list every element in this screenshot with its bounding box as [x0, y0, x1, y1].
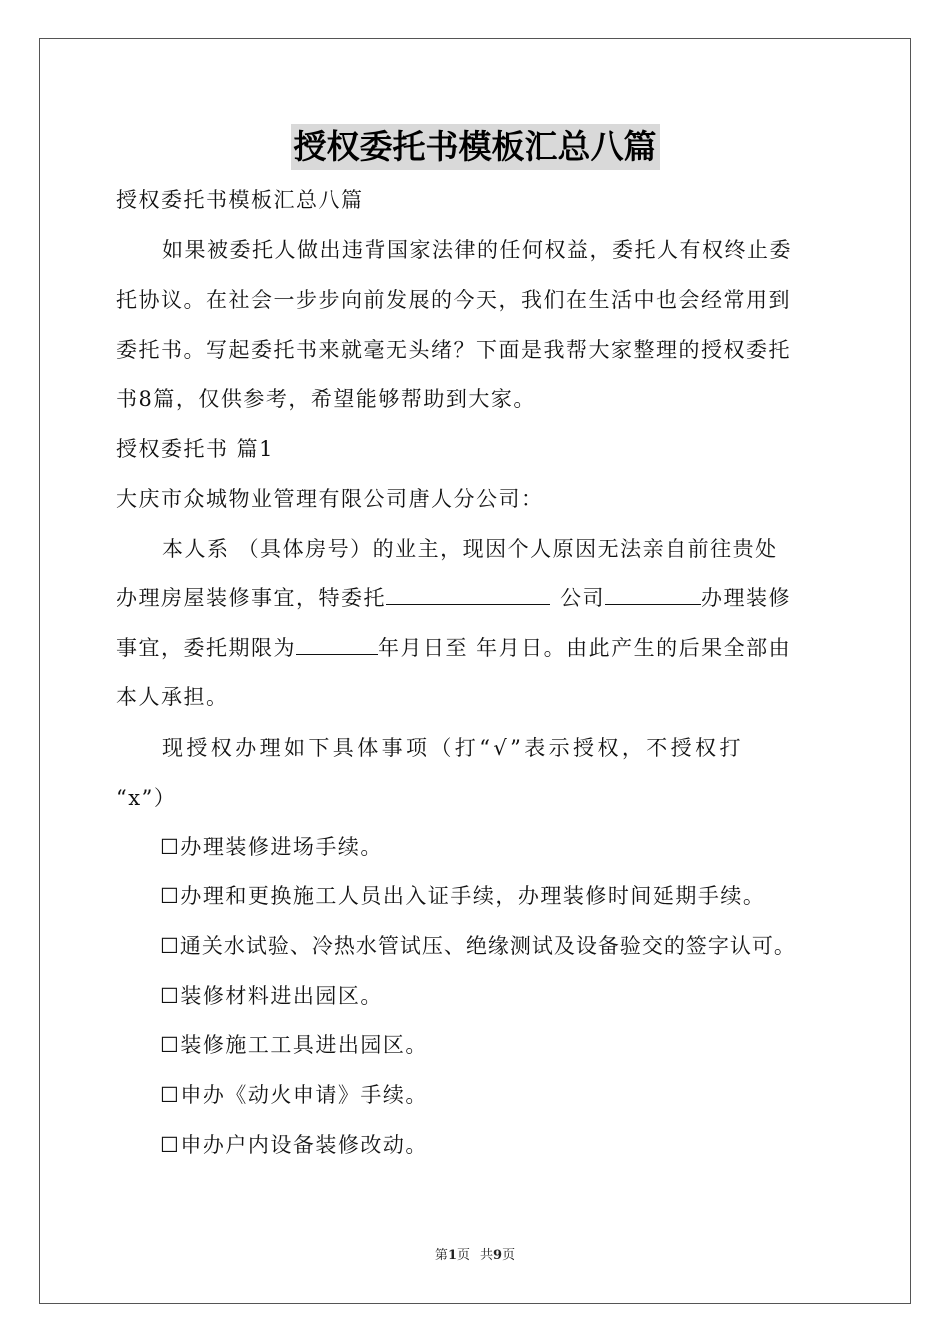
body-line-2-part-b: 公司 [560, 586, 605, 610]
addressee-line: 大庆市众城物业管理有限公司唐人分公司： [116, 487, 544, 511]
checkbox-item-4: ☐装修材料进出园区。 [160, 984, 383, 1008]
body-line-4: 本人承担。 [116, 685, 229, 709]
document-title [0, 124, 950, 172]
page-footer [0, 1247, 950, 1265]
footer-page-suffix: 页 [456, 1248, 470, 1263]
checkbox-item-7: ☐申办户内设备装修改动。 [160, 1133, 428, 1157]
body-line-2 [116, 584, 791, 612]
footer-total-number: 9 [493, 1248, 503, 1263]
intro-line-4: 书8篇，仅供参考，希望能够帮助到大家。 [116, 387, 536, 411]
checkbox-item-2: ☐办理和更换施工人员出入证手续，办理装修时间延期手续。 [160, 884, 766, 908]
body-line-2-part-a: 办理房屋装修事宜，特委托 [116, 586, 386, 610]
checkbox-item-6: ☐申办《动火申请》手续。 [160, 1083, 428, 1107]
footer-page-number: 1 [447, 1248, 457, 1263]
checkbox-item-3: ☐通关水试验、冷热水管试压、绝缘测试及设备验交的签字认可。 [160, 934, 796, 958]
subtitle-line: 授权委托书模板汇总八篇 [116, 188, 364, 212]
company-blank [605, 584, 701, 605]
body-line-2-part-c: 办理装修 [701, 586, 791, 610]
section-heading: 授权委托书 篇1 [116, 437, 275, 461]
body-line-3 [116, 634, 791, 662]
authorize-intro-line-2: “x”） [116, 786, 177, 810]
intro-line-1: 如果被委托人做出违背国家法律的任何权益，委托人有权终止委 [162, 238, 792, 262]
period-blank [296, 634, 378, 655]
agent-blank [386, 584, 550, 605]
checkbox-item-5: ☐装修施工工具进出园区。 [160, 1033, 428, 1057]
checkbox-item-1: ☐办理装修进场手续。 [160, 835, 383, 859]
title-text: 授权委托书模板汇总八篇 [291, 124, 660, 170]
footer-page-prefix: 第 [434, 1248, 448, 1263]
footer-total-prefix: 共 [480, 1248, 494, 1263]
body-line-3-part-b: 年月日至 年月日。由此产生的后果全部由 [378, 636, 792, 660]
page-border [39, 38, 911, 1304]
intro-line-2: 托协议。在社会一步步向前发展的今天，我们在生活中也会经常用到 [116, 288, 791, 312]
authorize-intro-line-1: 现授权办理如下具体事项（打“√”表示授权，不授权打 [162, 736, 744, 760]
body-line-3-part-a: 事宜，委托期限为 [116, 636, 296, 660]
body-line-1: 本人系 （具体房号）的业主，现因个人原因无法亲自前往贵处 [162, 537, 778, 561]
footer-total-suffix: 页 [502, 1248, 516, 1263]
intro-line-3: 委托书。写起委托书来就毫无头绪？下面是我帮大家整理的授权委托 [116, 338, 791, 362]
